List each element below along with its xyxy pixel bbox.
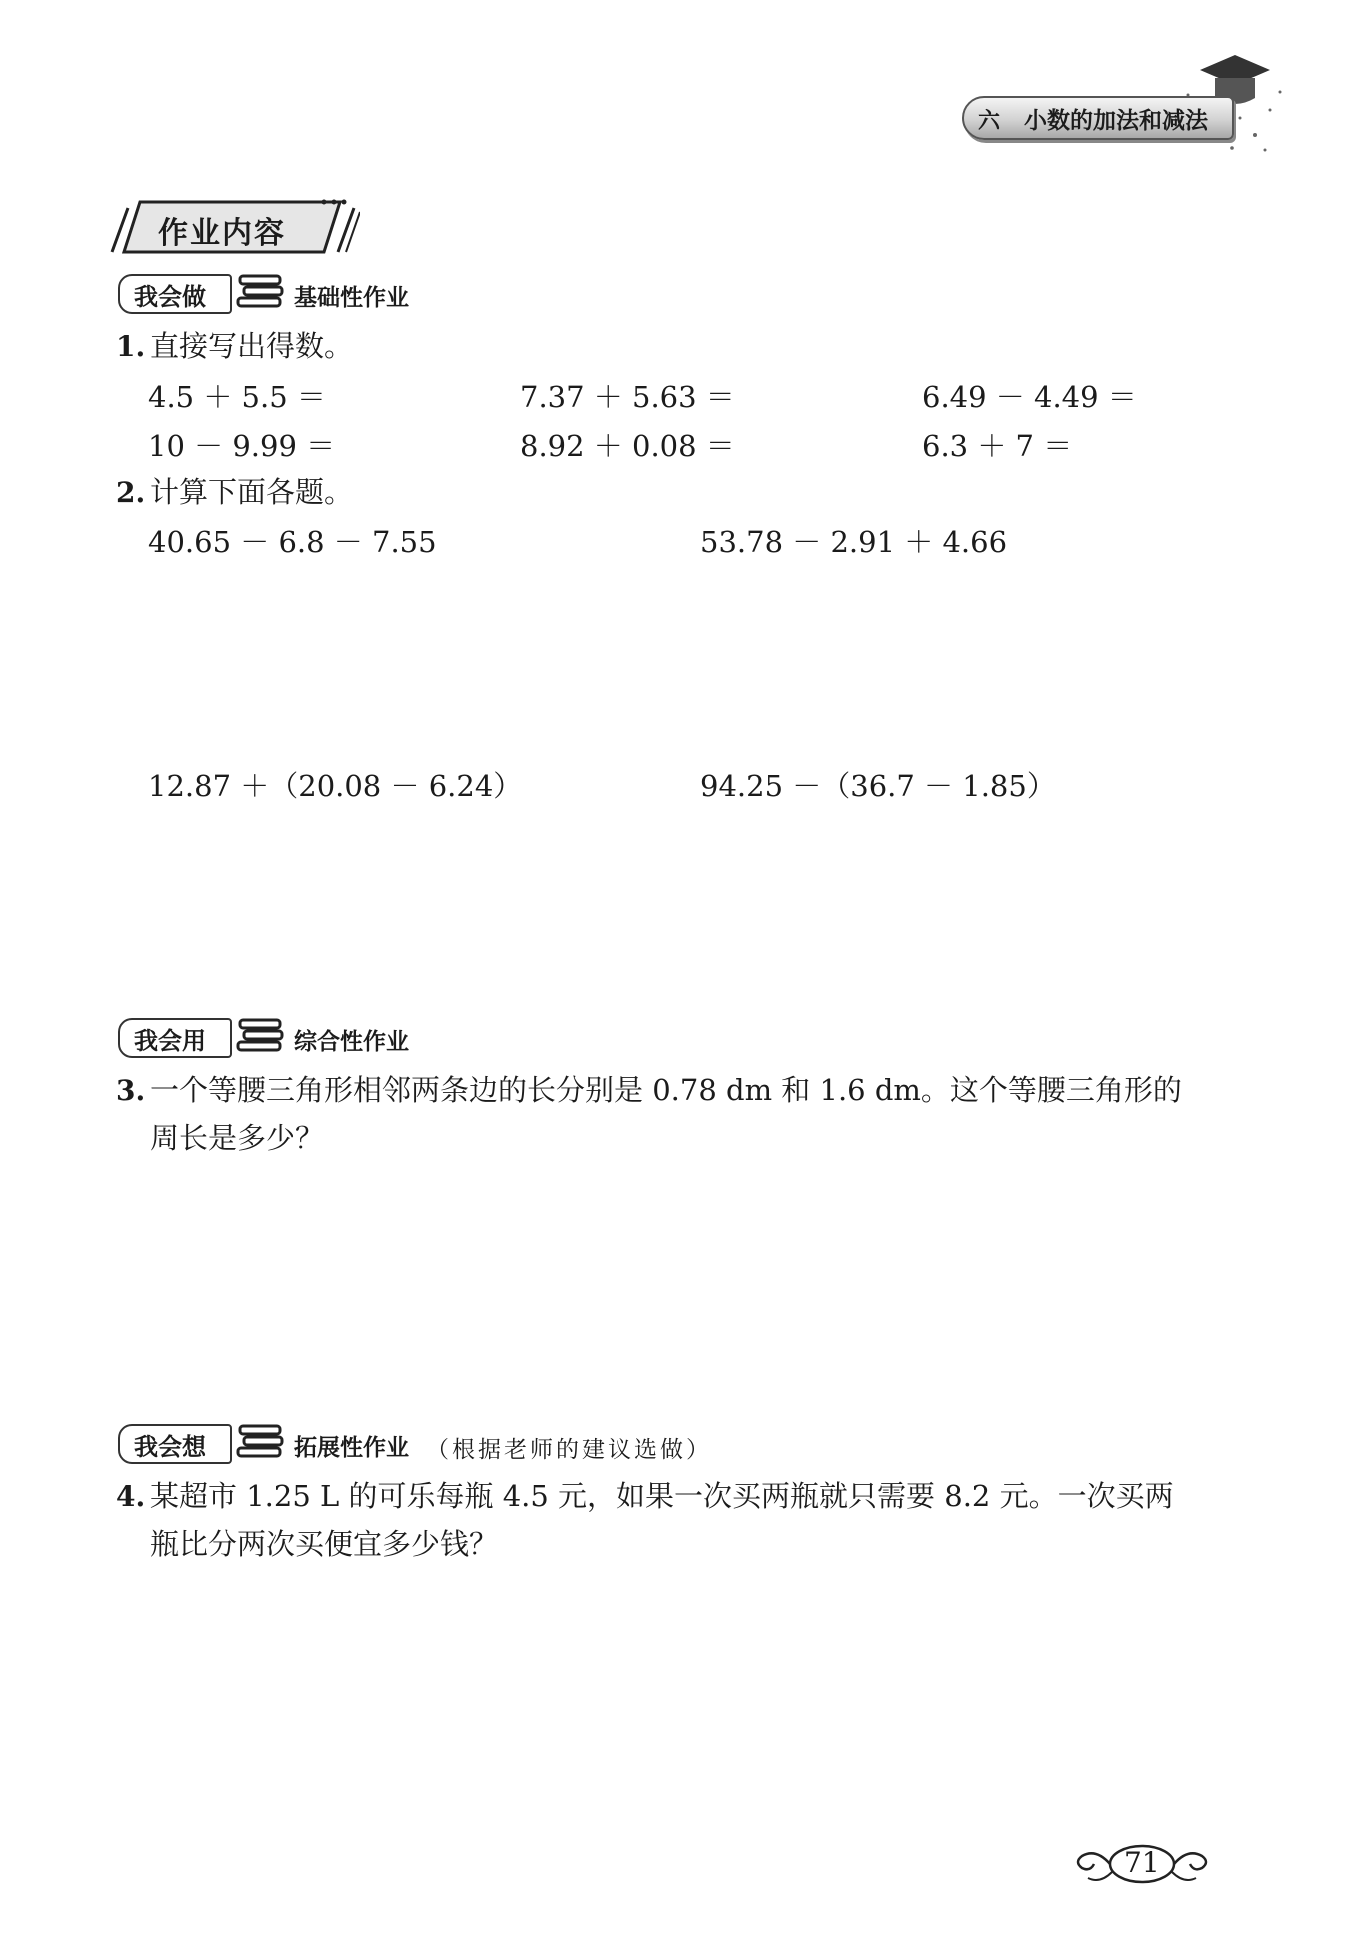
oral-calc-item: 10 － 9.99 ＝ (148, 429, 336, 463)
tag-kind: 综合性作业 (294, 1029, 409, 1055)
tag-kind: 基础性作业 (294, 285, 409, 311)
question-prompt: 计算下面各题。 (150, 475, 354, 509)
calc-item: 40.65 － 6.8 － 7.55 (148, 525, 437, 559)
tag-label: 我会想 (134, 1433, 206, 1461)
page-number: 71 (1124, 1846, 1160, 1879)
tag-note: （根据老师的建议选做） (426, 1437, 712, 1463)
section-title: 作业内容 (158, 216, 286, 251)
tag-kind: 拓展性作业 (294, 1435, 409, 1461)
oral-calc-item: 4.5 ＋ 5.5 ＝ (148, 380, 326, 414)
books-icon (236, 272, 286, 310)
chapter-number: 六 (978, 109, 1001, 134)
question-text-line: 瓶比分两次买便宜多少钱？ (150, 1527, 499, 1561)
calc-item: 94.25 －（36.7 － 1.85） (700, 769, 1056, 803)
question-text-line: 某超市 1.25 L 的可乐每瓶 4.5 元，如果一次买两瓶就只需要 8.2 元。一次买两 (150, 1479, 1174, 1513)
question-prompt: 直接写出得数。 (150, 329, 354, 363)
question-number: 4. (116, 1480, 146, 1513)
oral-calc-item: 8.92 ＋ 0.08 ＝ (520, 429, 735, 463)
calc-item: 12.87 ＋（20.08 － 6.24） (148, 769, 523, 803)
question-number: 2. (116, 476, 146, 509)
question-text-line: 周长是多少？ (150, 1121, 325, 1155)
question-text-line: 一个等腰三角形相邻两条边的长分别是 0.78 dm 和 1.6 dm。这个等腰三角形的 (150, 1073, 1182, 1107)
question-number: 3. (116, 1074, 146, 1107)
books-icon (236, 1016, 286, 1054)
question-number: 1. (116, 330, 146, 363)
tag-label: 我会做 (134, 283, 206, 311)
chapter-title: 小数的加法和减法 (1024, 108, 1208, 134)
oral-calc-item: 7.37 ＋ 5.63 ＝ (520, 380, 735, 414)
calc-item: 53.78 － 2.91 ＋ 4.66 (700, 525, 1008, 559)
oral-calc-item: 6.3 ＋ 7 ＝ (922, 429, 1073, 463)
books-icon (236, 1422, 286, 1460)
oral-calc-item: 6.49 － 4.49 ＝ (922, 380, 1137, 414)
tag-label: 我会用 (134, 1027, 206, 1055)
